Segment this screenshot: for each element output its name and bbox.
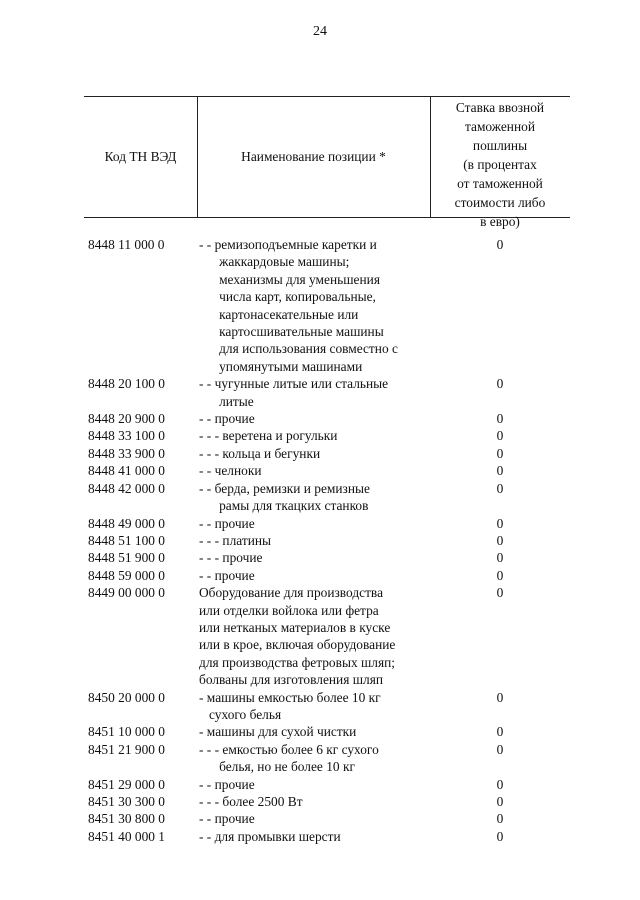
tnved-code: 8451 21 900 0 — [88, 741, 165, 757]
table-row — [84, 549, 570, 566]
position-name-line: Оборудование для производства — [199, 585, 384, 601]
position-name — [199, 793, 430, 810]
position-name-line: картосшивательные машины — [199, 324, 384, 340]
table-row — [84, 828, 570, 845]
table-row — [84, 741, 570, 776]
header-rate: Ставка ввозной таможенной пошлины (в процентах от таможенной стоимости либо в евро) — [454, 100, 546, 229]
position-name-line: - - - платины — [199, 532, 272, 548]
position-name-line: - - - веретена и рогульки — [199, 428, 338, 444]
tnved-code: 8448 20 900 0 — [88, 411, 165, 427]
position-name-line: или отделки войлока или фетра — [199, 602, 379, 618]
tnved-code: 8448 20 100 0 — [88, 376, 165, 392]
table-row — [84, 793, 570, 810]
duty-rate: 0 — [496, 689, 504, 705]
position-name-line: - - прочие — [199, 567, 255, 583]
page-number: 24 — [313, 24, 327, 39]
tnved-code: 8451 10 000 0 — [88, 724, 165, 740]
duty-rate: 0 — [496, 411, 504, 427]
tnved-code: 8448 49 000 0 — [88, 515, 165, 531]
position-name — [199, 515, 430, 532]
table-row — [84, 480, 570, 515]
position-name-line: - машины емкостью более 10 кг — [199, 689, 381, 705]
duty-rate: 0 — [496, 532, 504, 548]
table-row — [84, 723, 570, 740]
tnved-code: 8451 30 800 0 — [88, 811, 165, 827]
position-name-line: или нетканых материалов в куске — [199, 619, 391, 635]
header-name: Наименование позиции * — [241, 149, 386, 164]
position-name-line: картонасекательные или — [199, 306, 359, 322]
duty-rate: 0 — [496, 428, 504, 444]
position-name — [199, 375, 430, 410]
position-name-line: - - берда, ремизки и ремизные — [199, 480, 370, 496]
position-name-line: упомянутыми машинами — [199, 358, 363, 374]
position-name — [199, 532, 430, 549]
position-name — [199, 689, 430, 724]
duty-rate: 0 — [496, 463, 504, 479]
duty-rate: 0 — [496, 741, 504, 757]
duty-rate: 0 — [496, 237, 504, 252]
duty-rate: 0 — [496, 794, 504, 809]
table-row — [84, 776, 570, 793]
table-row — [84, 689, 570, 724]
position-name — [199, 723, 430, 740]
tnved-code: 8449 00 000 0 — [88, 585, 165, 601]
table-row — [84, 236, 570, 375]
position-name-line: рамы для ткацких станков — [199, 498, 369, 514]
tnved-code: 8448 51 900 0 — [88, 550, 165, 566]
header-code: Код ТН ВЭД — [104, 149, 177, 164]
position-name — [199, 410, 430, 427]
position-name-line: - - - более 2500 Вт — [199, 794, 303, 809]
position-name — [199, 462, 430, 479]
duty-rate: 0 — [496, 445, 504, 461]
table-top-rule — [84, 96, 570, 97]
table-row — [84, 462, 570, 479]
duty-rate: 0 — [496, 376, 504, 392]
position-name-line: жаккардовые машины; — [199, 254, 350, 270]
position-name — [199, 236, 430, 375]
position-name — [199, 427, 430, 444]
position-name-line: механизмы для уменьшения — [199, 271, 380, 287]
tnved-code: 8451 29 000 0 — [88, 776, 165, 792]
tnved-code: 8448 41 000 0 — [88, 463, 165, 479]
position-name-line: - - - кольца и бегунки — [199, 445, 321, 461]
tnved-code: 8451 30 300 0 — [88, 794, 165, 809]
position-name-line: болваны для изготовления шляп — [199, 672, 384, 688]
position-name — [199, 810, 430, 827]
table-row — [84, 410, 570, 427]
tnved-code: 8448 11 000 0 — [88, 237, 165, 252]
position-name — [199, 567, 430, 584]
tnved-code: 8448 33 900 0 — [88, 445, 165, 461]
table-row — [84, 375, 570, 410]
position-name-line: числа карт, копировальные, — [199, 289, 376, 305]
duty-rate: 0 — [496, 550, 504, 566]
position-name-line: - - чугунные литые или стальные — [199, 376, 389, 392]
table-row — [84, 584, 570, 688]
duty-rate: 0 — [496, 515, 504, 531]
position-name-line: - - прочие — [199, 776, 255, 792]
position-name — [199, 445, 430, 462]
position-name-line: для производства фетровых шляп; — [199, 654, 396, 670]
tariff-table-body — [84, 236, 570, 845]
table-row — [84, 427, 570, 444]
position-name — [199, 776, 430, 793]
duty-rate: 0 — [496, 776, 504, 792]
tnved-code: 8451 40 000 1 — [88, 828, 165, 844]
position-name-line: - - челноки — [199, 463, 262, 479]
position-name-line: - - ремизоподъемные каретки и — [199, 237, 377, 252]
position-name — [199, 828, 430, 845]
tnved-code: 8448 42 000 0 — [88, 480, 165, 496]
table-row — [84, 810, 570, 827]
duty-rate: 0 — [496, 567, 504, 583]
duty-rate: 0 — [496, 585, 504, 601]
position-name-line: сухого белья — [199, 706, 282, 722]
position-name-line: - - - прочие — [199, 550, 263, 566]
tnved-code: 8450 20 000 0 — [88, 689, 165, 705]
table-row — [84, 515, 570, 532]
tnved-code: 8448 33 100 0 — [88, 428, 165, 444]
position-name-line: для использования совместно с — [199, 341, 398, 357]
position-name — [199, 584, 430, 688]
table-row — [84, 532, 570, 549]
table-row — [84, 567, 570, 584]
position-name-line: литые — [199, 393, 254, 409]
tnved-code: 8448 59 000 0 — [88, 567, 165, 583]
position-name-line: - - для промывки шерсти — [199, 828, 341, 844]
duty-rate: 0 — [496, 724, 504, 740]
position-name-line: - - прочие — [199, 515, 255, 531]
table-row — [84, 445, 570, 462]
position-name-line: - - прочие — [199, 411, 255, 427]
position-name-line: - - - емкостью более 6 кг сухого — [199, 741, 379, 757]
duty-rate: 0 — [496, 828, 504, 844]
position-name-line: или в крое, включая оборудование — [199, 637, 396, 653]
position-name — [199, 480, 430, 515]
position-name-line: белья, но не более 10 кг — [199, 759, 355, 775]
tnved-code: 8448 51 100 0 — [88, 532, 165, 548]
position-name-line: - - прочие — [199, 811, 255, 827]
duty-rate: 0 — [496, 480, 504, 496]
duty-rate: 0 — [496, 811, 504, 827]
position-name — [199, 549, 430, 566]
position-name — [199, 741, 430, 776]
position-name-line: - машины для сухой чистки — [199, 724, 357, 740]
